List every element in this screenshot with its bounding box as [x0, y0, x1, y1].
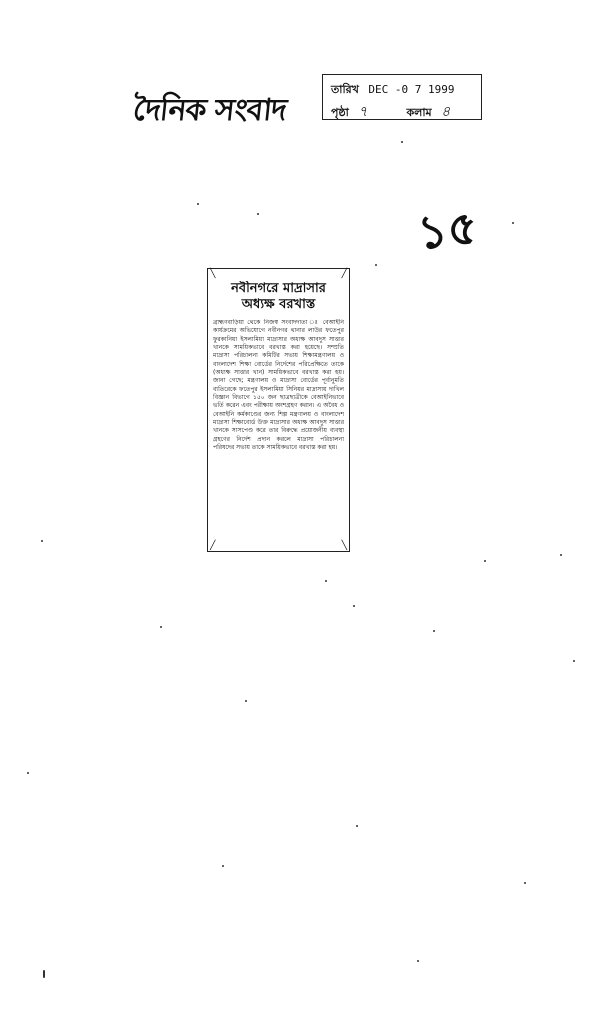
scan-speck: [401, 141, 403, 143]
article-body: ব্রাহ্মণবাড়িয়া থেকে নিজস্ব সংবাদদাতা ঃ বেআইনি কার্যক্রমের অভিযোগে নবীনগর থানার লাউর ফতেপুর ফুরকানিয়া ইসলামিয়া মাদ্রাসার অধ্যক্ষ আবদুস সাত্তার খানকে সাময়িকভাবে বরখাস্ত করা হয়েছে। সম্প্রতি মাদ্রাসা পরিচালনা কমিটির সভায় শিক্ষামন্ত্রণালয় ও বাংলাদেশ শিক্ষা বোর্ডের নির্দেশের পরিপ্রেক্ষিতে তাকে (অধ্যক্ষ সাত্তার খান) সাময়িকভাবে বরখাস্ত করা হয়। জানা গেছে; মন্ত্রণালয় ও মাদ্রাসা বোর্ডের পূর্বানুমতি ব্যতিরেকে ফতেপুর ইসলামিয়া সিনিয়র মাদ্রাসায় দাখিল বিজ্ঞান বিভাগে ১৫০ জন ছাত্রছাত্রীকে বেআইনিভাবে ভর্তি করেন এবং পরীক্ষায় অংশগ্রহণ করান। এ অবৈধ ও বেআইনি কর্মকাণ্ডের জন্য শিল্প মন্ত্রণালয় ও বাংলাদেশ মাদ্রাসা শিক্ষাবোর্ড উক্ত মাদ্রাসার অধ্যক্ষ আবদুস সাত্তার খানকে সাসপেণ্ড করে তার বিরুদ্ধে প্রয়োজনীয় ব্যবস্থা গ্রহণের নির্দেশ প্রদান করলে মাদ্রাসা পরিচালনা পরিষদের সভায় তাকে সাময়িকভাবে বরখাস্ত করা হয়।: [213, 319, 344, 452]
scan-speck: [560, 554, 562, 556]
scan-speck: [375, 264, 377, 266]
scan-speck: [41, 540, 43, 542]
scan-speck: [222, 865, 224, 867]
date-value: DEC -0 7 1999: [368, 83, 455, 96]
article-headline: [213, 281, 344, 313]
headline-line-1: নবীনগরে মাদ্রাসার: [231, 281, 326, 296]
scan-speck: [27, 772, 29, 774]
page-label: পৃষ্ঠা: [331, 106, 349, 119]
scan-speck: [43, 970, 45, 978]
scan-speck: [512, 222, 514, 224]
scan-speck: [245, 700, 247, 702]
scan-speck: [484, 560, 486, 562]
date-label: তারিখ: [331, 83, 359, 96]
news-clipping: [207, 268, 350, 552]
date-page-stamp: [322, 74, 482, 120]
clipping-corner-mark: ╲: [341, 541, 347, 551]
scan-speck: [417, 960, 419, 962]
handwritten-folio-number: ১৫: [414, 200, 480, 260]
scan-speck: [160, 626, 162, 628]
scan-speck: [573, 660, 575, 662]
headline-line-2: অধ্যক্ষ বরখাস্ত: [241, 297, 316, 312]
scan-speck: [325, 580, 327, 582]
column-value: ৪: [441, 104, 451, 120]
clipping-corner-mark: ╱: [341, 269, 347, 279]
clipping-corner-mark: ╱: [210, 541, 216, 551]
scan-speck: [257, 213, 259, 215]
page-value: ৭: [358, 104, 368, 120]
scan-speck: [197, 203, 199, 205]
scan-speck: [524, 882, 526, 884]
scan-speck: [356, 825, 358, 827]
column-label: কলাম: [406, 106, 432, 119]
scan-speck: [433, 630, 435, 632]
newspaper-masthead: দৈনিক সংবাদ: [131, 93, 288, 128]
scan-speck: [353, 605, 355, 607]
clipping-corner-mark: ╲: [210, 269, 216, 279]
